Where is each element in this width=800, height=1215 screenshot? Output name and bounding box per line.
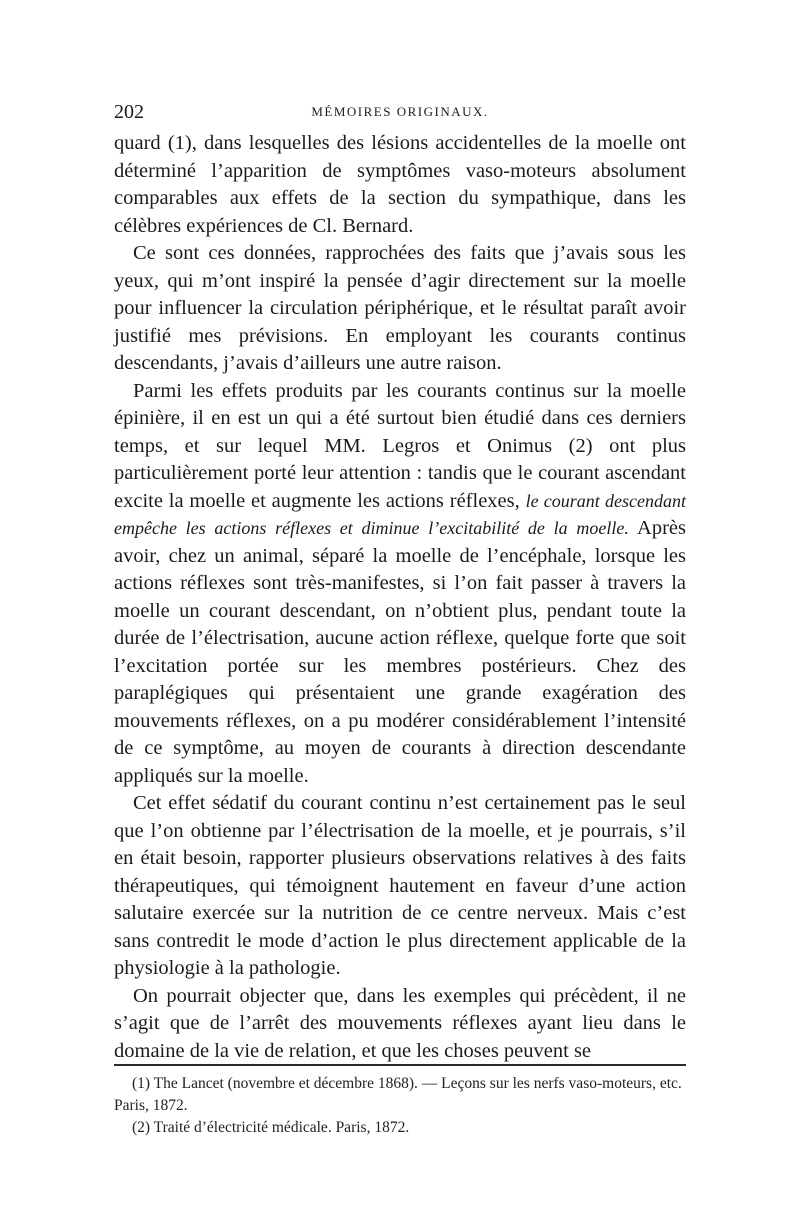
footnotes — [114, 1073, 686, 1139]
body-text — [114, 130, 686, 1065]
footnote-1: (1) The Lancet (novembre et décembre 1868). — Leçons sur les nerfs vaso-moteurs, etc. Paris, 1872. — [114, 1075, 682, 1114]
paragraph-2: Ce sont ces données, rapprochées des faits que j’avais sous les yeux, qui m’ont inspiré la pensée d’agir directement sur la moelle pour influencer la circulation périphérique, et le résultat paraît avoir justifié mes prévisions. En employant les courants continus descendants, j’avais d’ailleurs une autre raison. — [114, 242, 686, 374]
footnote-2: (2) Traité d’électricité médicale. Paris, 1872. — [132, 1119, 410, 1136]
footnote-rule — [114, 1064, 686, 1066]
paragraph-3 — [114, 378, 686, 791]
paragraph-1: quard (1), dans lesquelles des lésions accidentelles de la moelle ont déterminé l’apparition de symptômes vaso-moteurs absolument comparables aux effets de la section du sympathique, dans les célèbres expériences de Cl. Bernard. — [114, 132, 686, 237]
page-header — [114, 101, 686, 125]
paragraph-3-start: Parmi les effets produits par les courants continus sur la moelle épinière, il en est un qui a été surtout bien étudié dans ces derniers temps, et sur lequel MM. Legros et Onimus (2) ont plus particulièrement porté leur attention : tandis que le courant ascendant excite la moelle et augmente les actions réflexes, — [114, 379, 686, 512]
page-number: 202 — [114, 101, 144, 123]
paragraph-3-end: Après avoir, chez un animal, séparé la moelle de l’encéphale, lorsque les actions réflexes sont très-manifestes, si l’on fait passer à travers la moelle un courant descendant, on n’obtient plus, pendant toute la durée de l’électrisation, aucune action réflexe, quelque forte que soit l’excitation portée sur les membres postérieurs. Chez des paraplégiques qui présentaient une grande exagération des mouvements réflexes, on a pu modérer considérablement l’intensité de ce symptôme, au moyen de courants à direction descendante appliqués sur la moelle. — [114, 517, 687, 787]
paragraph-3-italic: le courant descendant empêche les actions réflexes et diminue l’excitabilité de la moelle. — [114, 490, 686, 538]
running-head: MÉMOIRES ORIGINAUX. — [311, 104, 489, 119]
paragraph-4: Cet effet sédatif du courant continu n’est certainement pas le seul que l’on obtienne par l’électrisation de la moelle, et je pourrais, s’il en était besoin, rapporter plusieurs observations relatives à des faits thérapeutiques, qui témoignent hautement en faveur d’une action salutaire exercée sur la nutrition de ce centre nerveux. Mais c’est sans contredit le mode d’action le plus directement applicable de la physiologie à la pathologie. — [114, 792, 686, 979]
paragraph-5: On pourrait objecter que, dans les exemples qui précèdent, il ne s’agit que de l’arrêt des mouvements réflexes ayant lieu dans le domaine de la vie de relation, et que les choses peuvent se — [114, 984, 686, 1062]
